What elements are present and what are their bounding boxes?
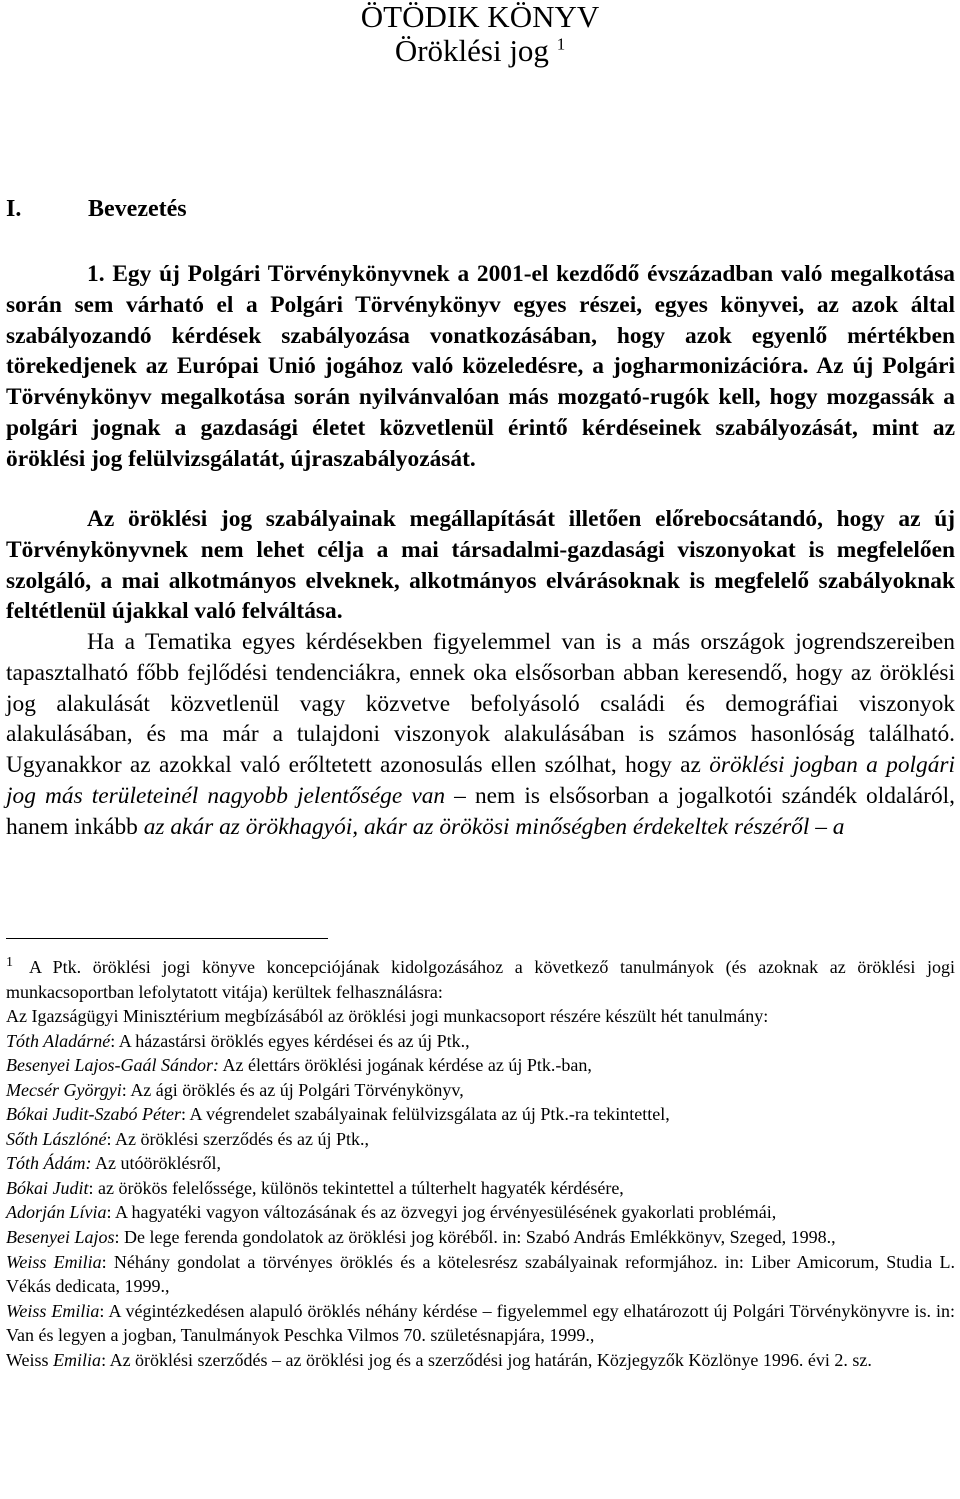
paragraph-3 <box>6 627 955 843</box>
footnote-entry <box>6 1299 955 1348</box>
paragraph-3-text-b: – nem is elsősorban a jogalkotói szándék oldaláról, hanem inkább <box>6 782 955 840</box>
subtitle-text: Öröklési jog <box>394 33 549 68</box>
entry-author: Tóth Aladárné <box>6 1030 111 1051</box>
footnote-reference: 1 <box>556 34 566 54</box>
entry-separator: : <box>180 1104 190 1125</box>
paragraph-1-text: Egy új Polgári Törvénykönyvnek a 2001-el kezdődő évszázadban való megalkotása során sem várható el a Polgári Törvénykönyv egyes részei, egyes könyvei, az azok által szabályozandó kérdések szabályozása vonatkozásában, hogy azok egyenlő mértékben törekedjenek az Európai Unió jogához való közeledésre, a jogharmonizációra. Az új Polgári Törvénykönyv megalkotása során nyilvánvalóan más mozgató-rugók kell, hogy mozgassák a polgári jognak a gazdasági életet közvetlenül érintő kérdéseinek szabályozását, mint az öröklési jog felülvizsgálatát, újraszabályozását. <box>6 261 955 472</box>
entry-text: A végrendelet szabályainak felülvizsgálata az új Ptk.-ra tekintettel, <box>189 1104 670 1125</box>
entry-text: De lege ferenda gondolatok az öröklési jog köréből. in: Szabó András Emlékkönyv, Szeged, 1998., <box>124 1227 836 1248</box>
entry-author: Sőth Lászlóné <box>6 1128 107 1149</box>
entry-author: Bókai Judit-Szabó Péter <box>6 1104 181 1125</box>
entry-author: Tóth Ádám: <box>6 1153 92 1174</box>
footnote-entry <box>6 1250 955 1299</box>
footnote-entry <box>6 1176 955 1201</box>
entry-text: A végintézkedésen alapuló öröklés néhány kérdése – figyelemmel egy elhatározott új Polgári Törvénykönyvre is. in: Van és legyen a jogban, Tanulmányok Peschka Vilmos 70. születésnapjára, 1999., <box>6 1300 955 1346</box>
footnote-entry <box>6 1078 955 1103</box>
entry-text: A hagyatéki vagyon változásának és az özvegyi jog érvényesülésének gyakorlati problémái, <box>115 1202 777 1223</box>
paragraph-3-emphasis-a: öröklési jogban a polgári jog más területeinél nagyobb jelentősége van <box>6 752 956 809</box>
last-entry-author: Emilia <box>53 1349 102 1370</box>
entry-separator: : <box>106 1202 116 1223</box>
last-entry-prefix: Weiss <box>6 1349 54 1370</box>
entry-text: Az öröklési szerződés és az új Ptk., <box>115 1128 369 1149</box>
entry-author: Weiss Emilia <box>6 1300 100 1321</box>
footnote-entry <box>6 1127 955 1152</box>
entry-separator: : <box>110 1030 119 1051</box>
entry-author: Besenyei Lajos-Gaál Sándor: <box>6 1055 219 1076</box>
last-entry-text: : Az öröklési szerződés – az öröklési jog és a szerződési jog határán, Közjegyzők Közlönye 1996. évi 2. sz. <box>101 1349 872 1370</box>
paragraph-3-text-a: Ha a Tematika egyes kérdésekben figyelemmel van is a más országok jogrendszereiben tapasztalható főbb fejlődési tendenciákra, ennek oka elsősorban abban keresendő, hogy az öröklési jog alakulását közvetlenül vagy közvetve befolyásoló családi és demográfiai viszonyok alakulásában, és ma már a tulajdoni viszonyok alakulásában is számos hasonlóság található. Ugyanakkor az azokkal való erőltetett azonosulás ellen szólhat, hogy az <box>6 629 955 779</box>
footnote-entry <box>6 1151 955 1176</box>
section-heading <box>6 193 187 225</box>
entry-separator: : <box>99 1300 109 1321</box>
entry-author: Mecsér Györgyi <box>6 1079 122 1100</box>
paragraph-number: 1. <box>87 261 105 287</box>
paragraph-2 <box>6 504 955 627</box>
entry-text: Az élettárs öröklési jogának kérdése az új Ptk.-ban, <box>222 1055 592 1076</box>
footnote <box>6 955 955 1372</box>
footnote-marker: 1 <box>6 955 13 970</box>
footnote-last-entry <box>6 1348 955 1373</box>
entry-separator: : <box>106 1128 116 1149</box>
footnote-entry <box>6 1053 955 1078</box>
section-title: Bevezetés <box>88 196 187 222</box>
entry-separator: : <box>101 1251 114 1272</box>
entry-author: Bókai Judit <box>6 1177 89 1198</box>
entry-text: A házastársi öröklés egyes kérdései és az új Ptk., <box>118 1030 470 1051</box>
paragraph-2-text: Az öröklési jog szabályainak megállapítását illetően előrebocsátandó, hogy az új Törvénykönyvnek nem lehet célja a mai társadalmi-gazdasági viszonyokat is megfelelően szolgáló, a mai alkotmányos elveknek, alkotmányos elvárásoknak is megfelelő szabályoknak feltétlenül újakkal való felváltása. <box>6 506 955 625</box>
entry-separator: : <box>121 1079 131 1100</box>
entry-author: Besenyei Lajos <box>6 1227 115 1248</box>
entry-text: az örökös felelőssége, különös tekintettel a túlterhelt hagyaték kérdésére, <box>98 1177 624 1198</box>
footnote-divider <box>6 938 328 939</box>
footnote-entry <box>6 1102 955 1127</box>
paragraph-3-emphasis-b: az akár az örökhagyói, akár az örökösi minőségben érdekeltek részéről – a <box>143 813 845 840</box>
footnote-entry <box>6 1029 955 1054</box>
entry-text: Az utóöröklésről, <box>95 1153 221 1174</box>
entry-text: Az ági öröklés és az új Polgári Törvénykönyv, <box>130 1079 464 1100</box>
footnote-entry <box>6 1200 955 1225</box>
entry-separator: : <box>88 1177 98 1198</box>
footnote-entries <box>6 1029 955 1348</box>
paragraph-1 <box>6 259 955 475</box>
footnote-intro: A Ptk. öröklési jogi könyve koncepciójának kidolgozásához a következő tanulmányok (és azoknak az öröklési jogi munkacsoportban lefolytatott vitája) kerültek felhasználásra: <box>6 957 955 1002</box>
footnote-entry <box>6 1225 955 1250</box>
entry-separator: : <box>114 1227 124 1248</box>
book-title: ÖTÖDIK KÖNYV <box>360 0 600 34</box>
section-number: I. <box>6 196 22 222</box>
entry-text: Néhány gondolat a törvényes öröklés és a kötelesrész szabályainak reformjához. in: Liber Amicorum, Studia L. Vékás dedicata, 1999., <box>6 1251 955 1297</box>
footnote-line: Az Igazságügyi Minisztérium megbízásából az öröklési jogi munkacsoport részére készült hét tanulmány: <box>6 1006 769 1027</box>
entry-author: Weiss Emilia <box>6 1251 102 1272</box>
book-subtitle <box>0 34 960 68</box>
entry-author: Adorján Lívia <box>6 1202 107 1223</box>
